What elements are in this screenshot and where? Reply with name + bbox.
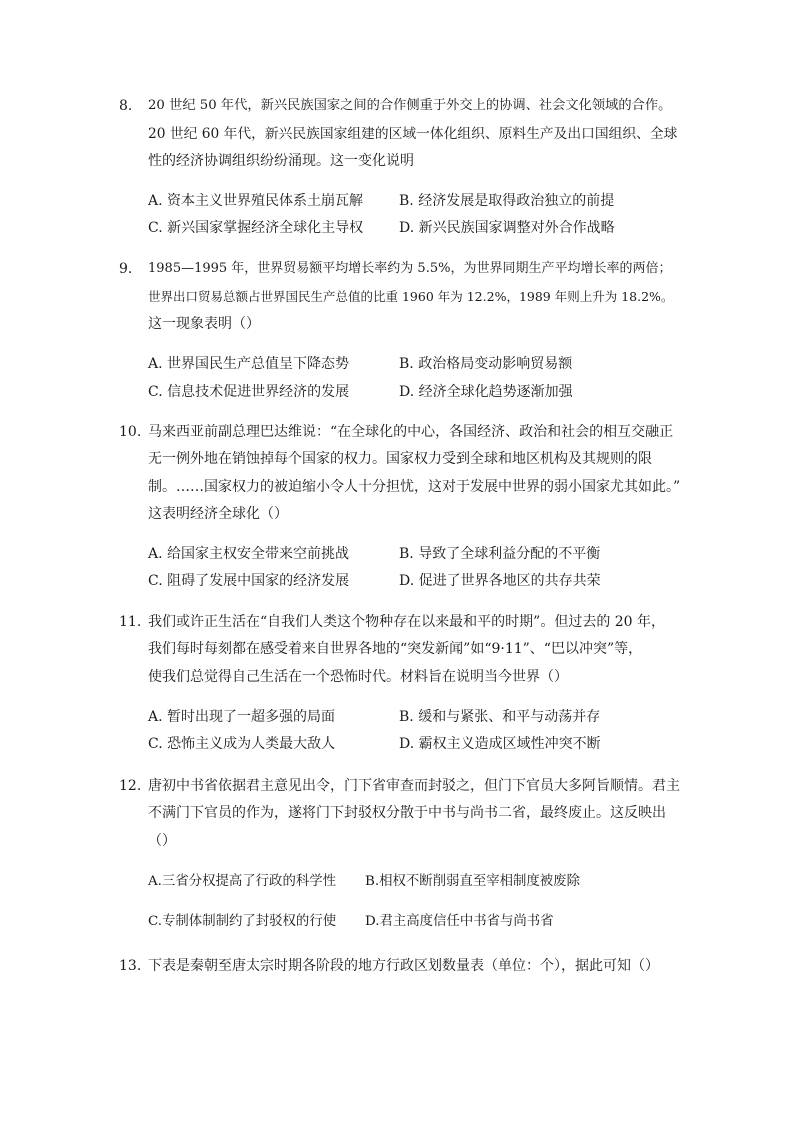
question-text-line: 下表是秦朝至唐太宗时期各阶段的地方行政区划数量表（单位：个），据此可知（）	[148, 958, 659, 974]
question-number: 12.	[119, 778, 142, 794]
option-b: B.相权不断削弱直至宰相制度被废除	[365, 874, 580, 889]
option-c: C. 新兴国家掌握经济全球化主导权	[148, 220, 364, 236]
question-text-line: 20 世纪 50 年代，新兴民族国家之间的合作侧重于外交上的协调、社会文化领域的合作。	[148, 98, 672, 113]
question-text-line: 不满门下官员的作为，遂将门下封驳权分散于中书与尚书二省，最终废止。这反映出	[148, 805, 666, 821]
question-text-line: （）	[148, 833, 176, 849]
question-text-line: 我们或许正生活在“自我们人类这个物种存在以来最和平的时期”。但过去的 20 年，	[148, 614, 666, 630]
question-number: 9.	[119, 261, 133, 277]
question-text-line: 20 世纪 60 年代，新兴民族国家组建的区域一体化组织、原料生产及出口国组织、全球	[148, 126, 678, 142]
option-c: C. 信息技术促进世界经济的发展	[148, 384, 350, 400]
option-b: B. 经济发展是取得政治独立的前提	[399, 193, 615, 209]
option-c: C.专制体制制约了封驳权的行使	[148, 914, 337, 929]
question-text-line: 唐初中书省依据君主意见出令，门下省审查而封驳之，但门下官员大多阿旨顺情。君主	[148, 778, 680, 794]
option-a: A. 资本主义世界殖民体系土崩瓦解	[148, 193, 364, 209]
question-text-line: 1985—1995 年，世界贸易额平均增长率约为 5.5%，为世界同期生产平均增长率的两倍；	[148, 261, 672, 276]
question-text-line: 无一例外地在销蚀掉每个国家的权力。国家权力受到全球和地区机构及其规则的限	[148, 451, 652, 467]
question-number: 11.	[119, 614, 142, 630]
option-c: C. 恐怖主义成为人类最大敌人	[148, 736, 336, 752]
option-b: B. 导致了全球利益分配的不平衡	[399, 546, 601, 562]
question-number: 10.	[119, 424, 142, 440]
option-b: B. 缓和与紧张、和平与动荡并存	[399, 709, 601, 725]
question-text-line: 马来西亚前副总理巴达维说：“在全球化的中心，各国经济、政治和社会的相互交融正	[148, 424, 674, 440]
question-text-line: 世界出口贸易总额占世界国民生产总值的比重 1960 年为 12.2%，1989 年则上升为 18.2%。	[148, 289, 674, 304]
option-d: D. 新兴民族国家调整对外合作战略	[399, 220, 615, 236]
option-c: C. 阻碍了发展中国家的经济发展	[148, 573, 350, 589]
option-d: D. 经济全球化趋势逐渐加强	[399, 384, 573, 400]
option-a: A.三省分权提高了行政的科学性	[148, 874, 337, 889]
question-text-line: 这表明经济全球化（）	[148, 506, 288, 522]
option-a: A. 暂时出现了一超多强的局面	[148, 709, 336, 725]
question-text-line: 性的经济协调组织纷纷涌现。这一变化说明	[148, 153, 414, 169]
option-d: D.君主高度信任中书省与尚书省	[365, 914, 554, 929]
option-a: A. 给国家主权安全带来空前挑战	[148, 546, 350, 562]
question-number: 8.	[119, 98, 133, 114]
question-text-line: 使我们总觉得自己生活在一个恐怖时代。材料旨在说明当今世界（）	[148, 669, 568, 685]
question-text-line: 这一现象表明（）	[148, 316, 260, 332]
question-number: 13.	[119, 958, 142, 974]
option-d: D. 霸权主义造成区域性冲突不断	[399, 736, 601, 752]
question-text-line: 制。……国家权力的被迫缩小令人十分担忧，这对于发展中世界的弱小国家尤其如此。”	[148, 479, 681, 495]
question-text-line: 我们每时每刻都在感受着来自世界各地的“突发新闻”如“9·11”、“巴以冲突”等，	[148, 641, 643, 657]
option-b: B. 政治格局变动影响贸易额	[399, 356, 573, 372]
option-d: D. 促进了世界各地区的共存共荣	[399, 573, 601, 589]
option-a: A. 世界国民生产总值呈下降态势	[148, 356, 350, 372]
